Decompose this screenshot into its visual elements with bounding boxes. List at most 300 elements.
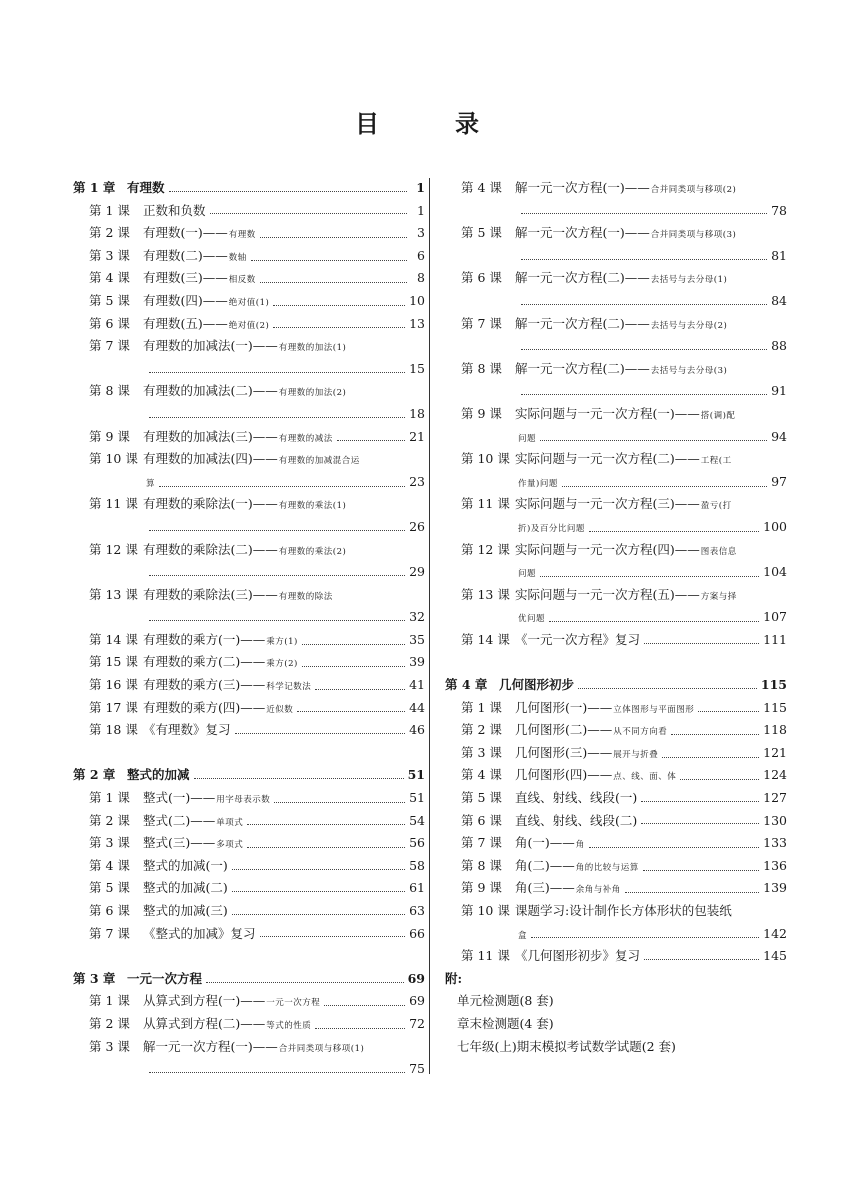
lesson-entry[interactable]: [73, 335, 425, 358]
entry-number: 第 17 课: [89, 699, 138, 715]
lesson-entry[interactable]: [73, 380, 425, 403]
entry-title: 实际问题与一元一次方程(一)——搭(调)配: [515, 405, 736, 421]
lesson-entry[interactable]: [445, 764, 787, 787]
lesson-entry[interactable]: [445, 539, 787, 562]
dot-leader: [194, 778, 404, 779]
lesson-entry[interactable]: [73, 787, 425, 810]
entry-title: 有理数的加减法(四)——有理数的加减混合运: [143, 451, 360, 467]
entry-continuation: [445, 200, 787, 223]
entry-title: 有理数的乘方(四)——近似数: [143, 699, 294, 715]
entry-subtitle: 图表信息: [700, 546, 737, 557]
entry-title: 直线、射线、线段(二): [515, 812, 638, 828]
entry-number: 第 8 课: [89, 383, 130, 399]
page-number: 88: [771, 338, 787, 354]
entry-number: 第 2 章: [73, 767, 116, 783]
entry-subtitle: 角: [575, 840, 585, 851]
lesson-entry[interactable]: [73, 697, 425, 720]
entry-line: [89, 200, 425, 223]
entry-line: [461, 855, 787, 880]
section-gap: [445, 651, 787, 674]
entry-line: [73, 177, 425, 200]
dot-leader: [641, 801, 759, 802]
dot-leader: [206, 982, 404, 983]
page-number: 139: [763, 880, 787, 896]
page-number: 54: [409, 812, 425, 828]
entry-line: [89, 426, 425, 451]
page-number: 69: [407, 970, 425, 986]
lesson-entry[interactable]: [445, 742, 787, 765]
entry-subtitle: 有理数的乘法(1): [278, 501, 347, 512]
entry-line: [89, 990, 425, 1015]
page-number: 104: [763, 564, 787, 580]
dot-leader: [260, 282, 407, 283]
entry-number: 第 14 课: [89, 631, 138, 647]
entry-title: 有理数: [127, 180, 165, 195]
page-number: 35: [409, 631, 425, 647]
page-number: 107: [763, 609, 787, 625]
lesson-entry[interactable]: [73, 290, 425, 313]
page-number: 10: [409, 292, 425, 308]
lesson-entry[interactable]: [445, 222, 787, 245]
lesson-entry[interactable]: [445, 493, 787, 516]
lesson-entry[interactable]: [73, 222, 425, 245]
page-number: 1: [416, 180, 425, 195]
chapter-entry[interactable]: [445, 968, 787, 991]
entry-line: [89, 900, 425, 923]
entry-line: [89, 787, 425, 812]
entry-number: 第 11 课: [461, 948, 510, 964]
lesson-entry[interactable]: [445, 945, 787, 968]
dot-leader: [644, 959, 759, 960]
entry-title: 整式(一)——用字母表示数: [143, 790, 271, 806]
entry-number: 第 8 课: [461, 360, 502, 376]
lesson-entry[interactable]: [445, 787, 787, 810]
entry-subtitle: 角的比较与运算: [575, 862, 639, 873]
lesson-entry[interactable]: [73, 584, 425, 607]
entry-title: 课题学习:设计制作长方体形状的包装纸: [515, 903, 732, 918]
lesson-entry[interactable]: [73, 267, 425, 290]
entry-title: 有理数(一)——有理数: [143, 225, 256, 241]
entry-number: 第 3 课: [89, 1038, 130, 1054]
entry-line: [461, 177, 787, 202]
dot-leader: [247, 847, 405, 848]
entry-line: [461, 697, 787, 722]
page-number: 61: [409, 880, 425, 896]
entry-title: 有理数的加减法(三)——有理数的减法: [143, 428, 333, 444]
lesson-entry[interactable]: [445, 584, 787, 607]
dot-leader: [149, 1072, 405, 1073]
lesson-entry[interactable]: [73, 832, 425, 855]
chapter-entry[interactable]: [73, 764, 425, 787]
page-number: 121: [763, 744, 787, 760]
entry-subtitle: 相反数: [228, 275, 256, 286]
entry-title: 有理数的乘除法(一)——有理数的乘法(1): [143, 496, 347, 512]
entry-line: [89, 674, 425, 699]
dot-leader: [521, 259, 767, 260]
dot-leader: [149, 372, 405, 373]
page-number: 51: [407, 767, 425, 783]
entry-line: [89, 290, 425, 315]
entry-title: 整式(三)——多项式: [143, 835, 244, 851]
dot-leader: [232, 891, 405, 892]
entry-number: 第 2 课: [89, 225, 130, 241]
entry-title: 整式的加减: [127, 767, 190, 783]
entry-number: 第 13 课: [461, 586, 510, 602]
dot-leader: [549, 621, 759, 622]
entry-title: 解一元一次方程(一)——合并同类项与移项(2): [515, 180, 737, 195]
entry-number: 第 1 课: [89, 993, 130, 1009]
page-number: 142: [763, 925, 787, 941]
entry-title: 整式(二)——单项式: [143, 812, 244, 828]
entry-number: 第 10 课: [461, 451, 510, 467]
dot-leader: [273, 305, 405, 306]
page-number: 3: [417, 225, 425, 241]
entry-continuation: [445, 923, 787, 946]
entry-line: [89, 877, 425, 900]
entry-line: [89, 629, 425, 654]
lesson-entry[interactable]: [73, 900, 425, 923]
entry-subtitle: 从不同方向看: [613, 727, 668, 738]
page-number: 97: [771, 473, 787, 489]
entry-number: 第 4 课: [89, 857, 130, 873]
lesson-entry[interactable]: [445, 855, 787, 878]
page-number: 124: [763, 767, 787, 783]
page-number: 136: [763, 857, 787, 873]
entry-title: 从算式到方程(二)——等式的性质: [143, 1015, 312, 1031]
entry-subtitle: 搭(调)配: [700, 410, 736, 421]
entry-number: 第 5 课: [461, 790, 502, 806]
dot-leader: [273, 327, 405, 328]
entry-subtitle-continued: 算: [146, 478, 156, 489]
entry-title: 有理数(三)——相反数: [143, 270, 256, 286]
entry-continuation: [445, 606, 787, 629]
entry-continuation: [445, 516, 787, 539]
entry-continuation: [73, 403, 425, 426]
entry-line: [461, 945, 787, 968]
entry-number: 第 7 课: [89, 338, 130, 354]
entry-subtitle: 工程(工: [700, 456, 732, 467]
entry-number: 第 7 课: [461, 315, 502, 331]
lesson-entry[interactable]: [73, 426, 425, 449]
dot-leader: [531, 937, 759, 938]
lesson-entry[interactable]: [445, 358, 787, 381]
entry-line: [89, 697, 425, 722]
page-number: 91: [771, 383, 787, 399]
entry-line: [461, 719, 787, 744]
entry-line: [89, 539, 425, 564]
page-number: 133: [763, 835, 787, 851]
entry-subtitle: 近似数: [266, 704, 294, 715]
entry-subtitle-continued: 作量)问题: [518, 478, 558, 489]
lesson-entry[interactable]: [73, 877, 425, 900]
lesson-entry[interactable]: [445, 900, 787, 923]
dot-leader: [540, 576, 759, 577]
page-number: 15: [409, 360, 425, 376]
dot-leader: [297, 711, 405, 712]
page-number: 145: [763, 948, 787, 964]
entry-title: 角(二)——角的比较与运算: [515, 857, 639, 873]
entry-line: [461, 923, 787, 948]
lesson-entry[interactable]: [73, 245, 425, 268]
entry-line: [461, 380, 787, 403]
lesson-entry[interactable]: [445, 697, 787, 720]
entry-continuation: [445, 290, 787, 313]
column-divider: [429, 178, 430, 1074]
entry-subtitle: 一元一次方程: [266, 998, 321, 1009]
entry-line: [461, 200, 787, 223]
lesson-entry[interactable]: [73, 200, 425, 223]
lesson-entry[interactable]: [445, 177, 787, 200]
entry-number: 第 11 课: [89, 496, 138, 512]
lesson-entry[interactable]: [73, 810, 425, 833]
entry-line: [461, 629, 787, 652]
lesson-entry[interactable]: [445, 448, 787, 471]
lesson-entry[interactable]: [445, 810, 787, 833]
entry-subtitle: 余角与补角: [575, 885, 621, 896]
entry-subtitle: 方案与择: [700, 591, 737, 602]
lesson-entry[interactable]: [73, 1013, 425, 1036]
entry-number: 第 15 课: [89, 654, 138, 670]
entry-subtitle: 有理数的除法: [278, 591, 333, 602]
entry-line: [89, 358, 425, 381]
entry-line: [461, 358, 787, 383]
entry-title: 有理数的乘方(一)——乘方(1): [143, 631, 298, 647]
entry-title: 几何图形(三)——展开与折叠: [515, 744, 659, 760]
lesson-entry[interactable]: [73, 719, 425, 742]
entry-subtitle: 去括号与去分母(3): [650, 365, 728, 376]
dot-leader: [540, 440, 767, 441]
dot-leader: [680, 779, 759, 780]
dot-leader: [210, 213, 407, 214]
chapter-entry[interactable]: [73, 968, 425, 991]
entry-title: 有理数的乘除法(三)——有理数的除法: [143, 586, 333, 602]
lesson-entry[interactable]: [73, 990, 425, 1013]
entry-number: 第 6 课: [461, 270, 502, 286]
entry-title: 解一元一次方程(一)——合并同类项与移项(3): [515, 225, 737, 241]
entry-continuation: [445, 245, 787, 268]
page-number: 44: [409, 699, 425, 715]
lesson-entry[interactable]: [73, 674, 425, 697]
entry-subtitle: 等式的性质: [266, 1020, 312, 1031]
entry-title: 整式的加减(一): [143, 857, 228, 873]
page-number: 23: [409, 473, 425, 489]
lesson-entry[interactable]: [73, 1036, 425, 1059]
lesson-entry[interactable]: [445, 267, 787, 290]
lesson-entry[interactable]: [445, 403, 787, 426]
entry-line: [89, 1013, 425, 1038]
entry-number: 第 9 课: [461, 880, 502, 896]
lesson-entry[interactable]: [445, 313, 787, 336]
entry-line: [461, 877, 787, 902]
entry-number: 第 18 课: [89, 722, 138, 738]
lesson-entry[interactable]: [445, 719, 787, 742]
lesson-entry[interactable]: [73, 629, 425, 652]
page-number: 32: [409, 609, 425, 625]
entry-subtitle: 绝对值(1): [228, 297, 270, 308]
entry-line: [89, 606, 425, 629]
entry-subtitle: 合并同类项与移项(2): [650, 185, 737, 195]
entry-title: 直线、射线、线段(一): [515, 790, 638, 806]
page-number: 72: [409, 1015, 425, 1031]
lesson-entry[interactable]: [73, 448, 425, 471]
entry-subtitle: 合并同类项与移项(1): [278, 1043, 365, 1054]
entry-line: [89, 923, 425, 946]
entry-line: [89, 380, 425, 405]
entry-line: [461, 787, 787, 810]
entry-subtitle-continued: 问题: [518, 569, 537, 580]
lesson-entry[interactable]: [73, 923, 425, 946]
entry-continuation: [73, 606, 425, 629]
entry-line: [461, 900, 787, 923]
page-number: 58: [409, 857, 425, 873]
entry-line: [461, 742, 787, 767]
dot-leader: [589, 531, 759, 532]
dot-leader: [521, 213, 767, 214]
entry-line: [73, 968, 425, 991]
entry-line: [461, 764, 787, 789]
entry-title: 角(三)——余角与补角: [515, 880, 621, 896]
entry-subtitle: 乘方(2): [266, 659, 298, 670]
entry-line: [89, 313, 425, 338]
entry-continuation: [73, 561, 425, 584]
entry-subtitle: 乘方(1): [266, 636, 298, 647]
entry-title: 《一元一次方程》复习: [515, 631, 641, 647]
entry-line: [445, 968, 787, 991]
entry-number: 第 3 课: [89, 247, 130, 263]
entry-number: 第 5 课: [89, 292, 130, 308]
lesson-entry[interactable]: [73, 539, 425, 562]
entry-title: 解一元一次方程(二)——去括号与去分母(2): [515, 315, 728, 331]
entry-title: 一元一次方程: [127, 970, 203, 986]
entry-line: [461, 810, 787, 833]
entry-continuation: [445, 380, 787, 403]
entry-line: [461, 561, 787, 586]
page-number: 115: [760, 677, 787, 693]
entry-title: 有理数的乘除法(二)——有理数的乘法(2): [143, 541, 347, 557]
entry-subtitle-continued: 优问题: [518, 614, 546, 625]
entry-line: [461, 245, 787, 268]
dot-leader: [337, 440, 405, 441]
entry-title: 实际问题与一元一次方程(四)——图表信息: [515, 541, 737, 557]
entry-line: [89, 448, 425, 473]
dot-leader: [260, 237, 407, 238]
entry-number: 第 4 课: [89, 270, 130, 286]
lesson-entry[interactable]: [73, 493, 425, 516]
dot-leader: [232, 914, 405, 915]
dot-leader: [521, 394, 767, 395]
appendix-item: 章末检测题(4 套): [457, 1015, 554, 1031]
entry-line: [461, 516, 787, 541]
dot-leader: [625, 892, 759, 893]
entry-number: 第 2 课: [461, 722, 502, 738]
entry-line: [89, 245, 425, 270]
entry-line: [89, 267, 425, 292]
dot-leader: [644, 643, 759, 644]
page-number: 13: [409, 315, 425, 331]
page-number: 46: [409, 722, 425, 738]
entry-number: 第 6 课: [461, 812, 502, 828]
entry-title: 解一元一次方程(一)——合并同类项与移项(1): [143, 1038, 365, 1054]
section-gap: [73, 742, 425, 765]
page-number: 75: [409, 1061, 425, 1077]
entry-title: 几何图形初步: [499, 677, 575, 693]
entry-number: 第 1 课: [89, 790, 130, 806]
entry-number: 第 4 课: [461, 180, 502, 195]
lesson-entry[interactable]: [73, 855, 425, 878]
entry-number: 第 10 课: [89, 451, 138, 467]
entry-continuation: [73, 471, 425, 494]
dot-leader: [315, 689, 405, 690]
entry-number: 第 8 课: [461, 857, 502, 873]
lesson-entry[interactable]: [73, 651, 425, 674]
entry-number: 第 2 课: [89, 812, 130, 828]
lesson-entry[interactable]: [445, 629, 787, 652]
entry-line: [89, 719, 425, 742]
entry-subtitle: 有理数的减法: [278, 433, 333, 444]
entry-title: 有理数(五)——绝对值(2): [143, 315, 270, 331]
entry-subtitle: 去括号与去分母(1): [650, 275, 728, 286]
entry-title: 实际问题与一元一次方程(三)——盈亏(打: [515, 496, 732, 512]
entry-title: 角(一)——角: [515, 835, 585, 851]
lesson-entry[interactable]: [73, 313, 425, 336]
page-number: 66: [409, 925, 425, 941]
lesson-entry[interactable]: [445, 877, 787, 900]
dot-leader: [232, 869, 405, 870]
entry-number: 第 1 章: [73, 180, 116, 195]
dot-leader: [251, 260, 407, 261]
page-number: 84: [771, 292, 787, 308]
dot-leader: [641, 823, 759, 824]
dot-leader: [235, 733, 406, 734]
page-number: 39: [409, 654, 425, 670]
chapter-entry[interactable]: [445, 674, 787, 697]
page-number: 29: [409, 564, 425, 580]
page-number: 41: [409, 677, 425, 693]
dot-leader: [578, 688, 757, 689]
entry-subtitle: 去括号与去分母(2): [650, 320, 728, 331]
entry-title: 实际问题与一元一次方程(二)——工程(工: [515, 451, 732, 467]
entry-title: 有理数的加减法(一)——有理数的加法(1): [143, 338, 347, 354]
appendix-item: 单元检测题(8 套): [457, 993, 554, 1009]
entry-title: 《整式的加减》复习: [143, 925, 256, 941]
chapter-entry[interactable]: [73, 177, 425, 200]
entry-continuation: [445, 471, 787, 494]
entry-continuation: [445, 335, 787, 358]
entry-title: 整式的加减(二): [143, 880, 228, 896]
entry-subtitle: 展开与折叠: [613, 749, 659, 760]
entry-line: [89, 493, 425, 518]
entry-line: [89, 471, 425, 496]
entry-subtitle: 有理数: [228, 230, 256, 241]
entry-number: 第 10 课: [461, 903, 510, 918]
page-number: 1: [417, 202, 425, 218]
entry-line: [461, 584, 787, 609]
toc-right-column: [445, 177, 787, 1058]
page-number: 111: [763, 631, 787, 647]
entry-number: 第 11 课: [461, 496, 510, 512]
entry-number: 第 9 课: [461, 405, 502, 421]
page-number: 94: [771, 428, 787, 444]
entry-subtitle: 用字母表示数: [216, 795, 271, 806]
page-number: 115: [763, 699, 787, 715]
lesson-entry[interactable]: [445, 832, 787, 855]
entry-subtitle: 数轴: [228, 252, 247, 263]
entry-number: 第 9 课: [89, 428, 130, 444]
dot-leader: [698, 711, 759, 712]
entry-subtitle: 有理数的乘法(2): [278, 546, 347, 557]
page-number: 56: [409, 835, 425, 851]
dot-leader: [149, 417, 405, 418]
